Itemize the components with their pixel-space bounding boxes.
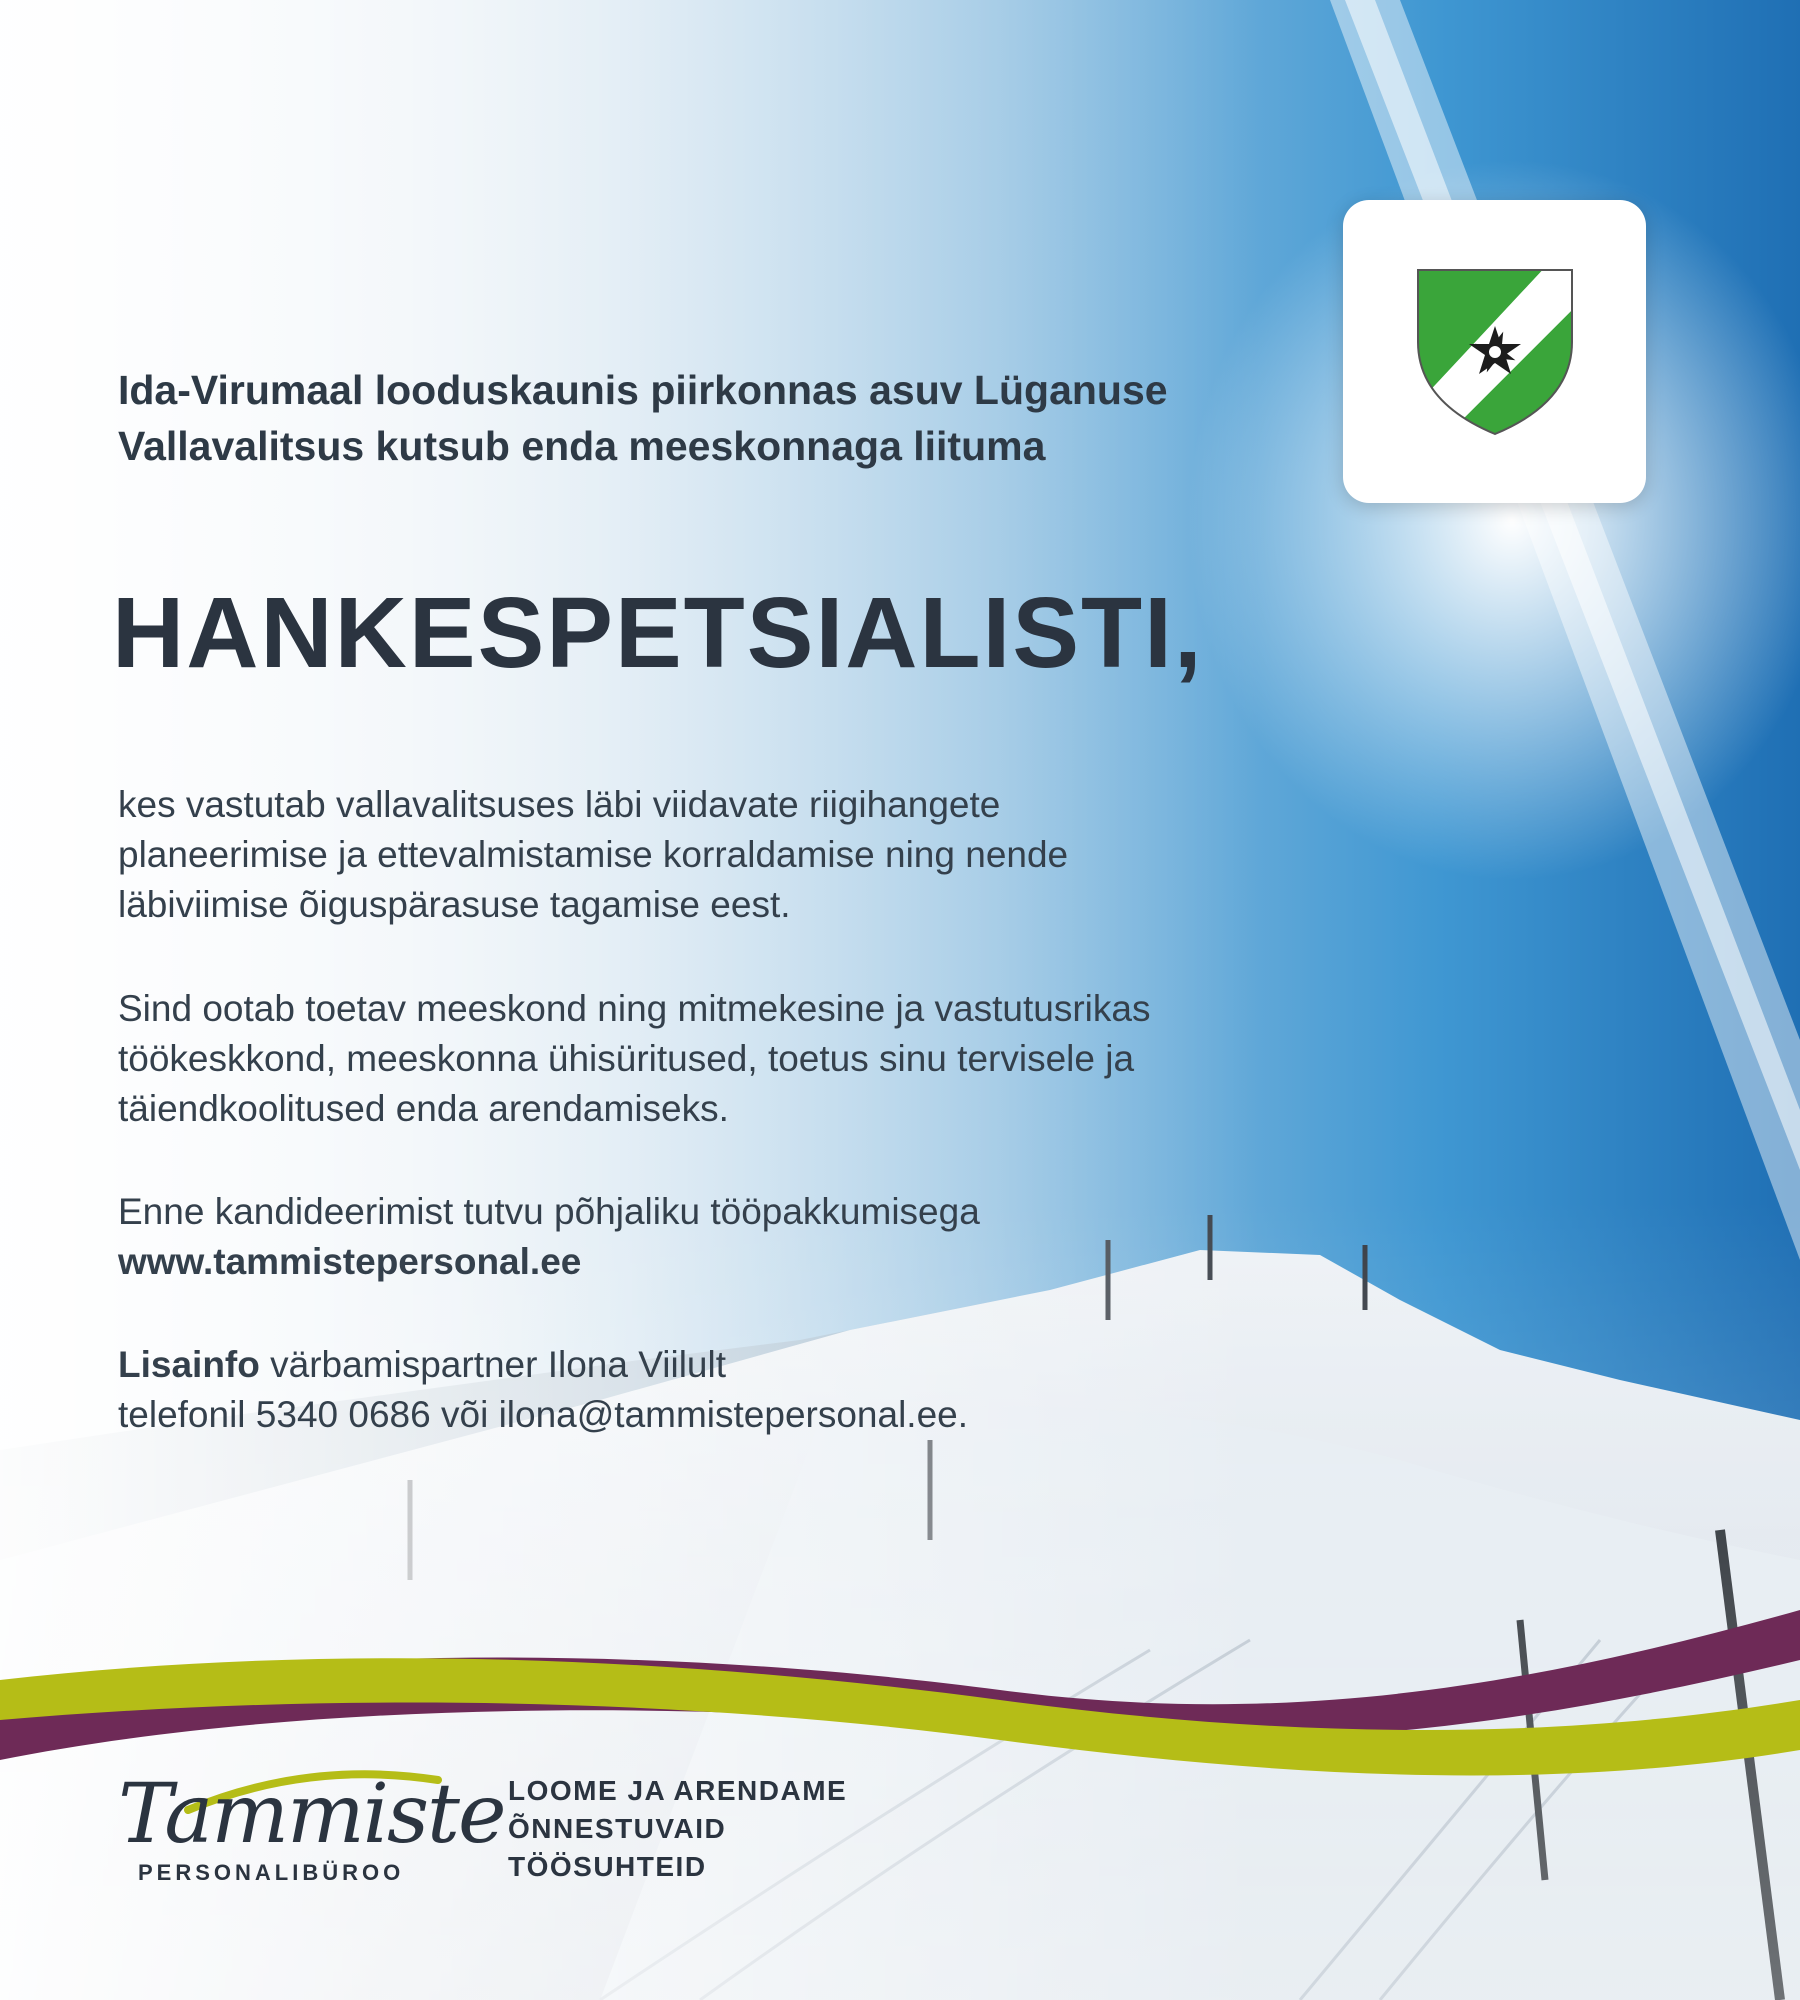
slogan-line-3: TÖÖSUHTEID	[508, 1851, 707, 1882]
description-line-3: läbiviimise õiguspärasuse tagamise eest.	[118, 884, 791, 925]
municipality-emblem-card	[1343, 200, 1646, 503]
description-line-1: kes vastutab vallavalitsuses läbi viidavate riigihangete	[118, 784, 1001, 825]
website-link[interactable]: www.tammistepersonal.ee	[118, 1241, 582, 1282]
job-title-headline: HANKESPETSIALISTI,	[112, 577, 1204, 689]
intro-text	[118, 362, 1298, 474]
footer-slogan	[508, 1772, 928, 1886]
apply-info	[118, 1187, 1298, 1287]
contact-info	[118, 1340, 1298, 1440]
logo-subtitle: PERSONALIBÜROO	[138, 1860, 405, 1885]
job-offer	[118, 984, 1298, 1134]
slogan-line-2: ÕNNESTUVAID	[508, 1813, 727, 1844]
logo-name: Tammiste	[118, 1767, 505, 1862]
slogan-line-1: LOOME JA ARENDAME	[508, 1775, 848, 1806]
contact-person: värbamispartner Ilona Viilult	[259, 1344, 726, 1385]
offer-line-1: Sind ootab toetav meeskond ning mitmekesine ja vastutusrikas	[118, 988, 1151, 1029]
tammiste-logo	[108, 1767, 505, 1890]
luganuse-coat-of-arms-icon	[1410, 262, 1580, 442]
contact-line-2: telefonil 5340 0686 või ilona@tammistepersonal.ee.	[118, 1394, 969, 1435]
job-description	[118, 780, 1298, 930]
intro-line-2: Vallavalitsus kutsub enda meeskonnaga liituma	[118, 423, 1046, 469]
intro-line-1: Ida-Virumaal looduskaunis piirkonnas asuv Lüganuse	[118, 367, 1168, 413]
description-line-2: planeerimise ja ettevalmistamise korraldamise ning nende	[118, 834, 1069, 875]
contact-line-1	[118, 1340, 1298, 1390]
contact-label: Lisainfo	[118, 1344, 260, 1385]
offer-line-2: töökeskkond, meeskonna ühisüritused, toetus sinu tervisele ja	[118, 1038, 1135, 1079]
apply-line-1: Enne kandideerimist tutvu põhjaliku tööpakkumisega	[118, 1191, 980, 1232]
offer-line-3: täiendkoolitused enda arendamiseks.	[118, 1088, 729, 1129]
